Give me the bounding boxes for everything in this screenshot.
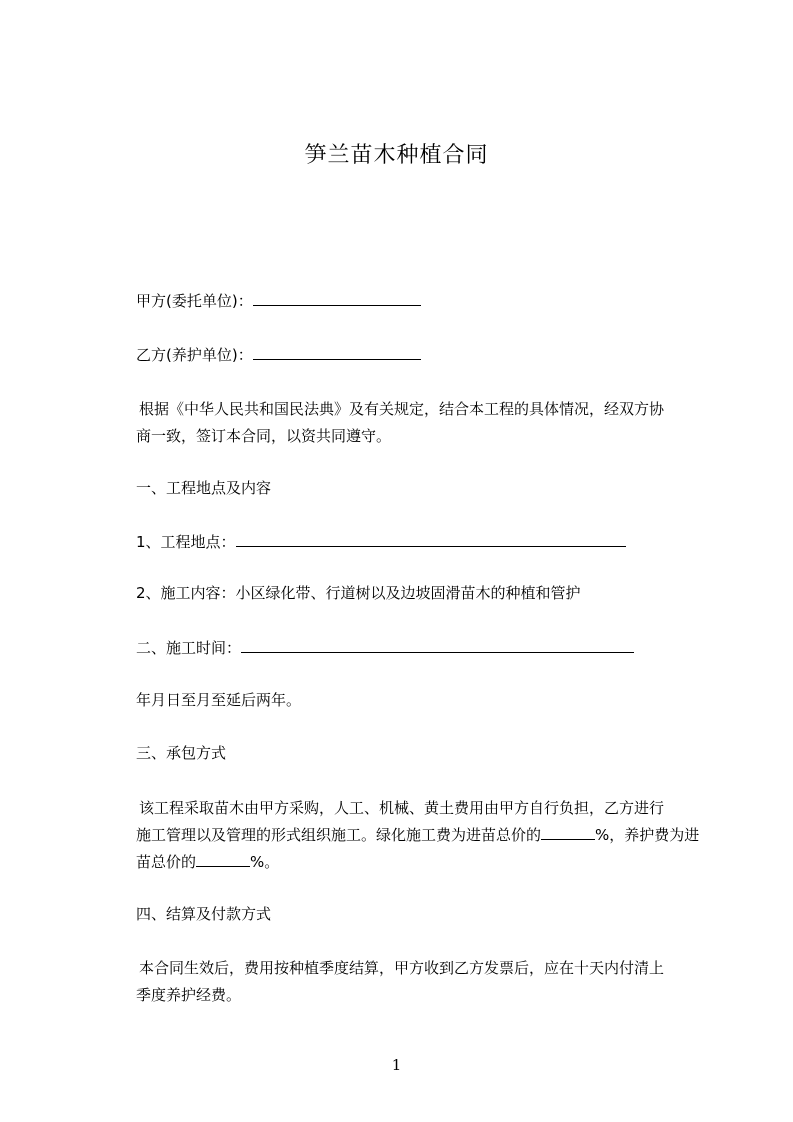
intro-line-1: 根据《中华人民共和国民法典》及有关规定，结合本工程的具体情况，经双方协 <box>139 400 665 418</box>
contract-line-1: 该工程采取苗木由甲方采购，人工、机械、黄土费用由甲方自行负担，乙方进行 <box>139 799 665 817</box>
party-b-blank <box>253 344 421 360</box>
document-title: 笋兰苗木种植合同 <box>304 143 489 168</box>
contract-line-2-text-a: 施工管理以及管理的形式组织施工。绿化施工费为进苗总价的 <box>136 826 542 844</box>
item-1-line <box>136 531 626 552</box>
time-blank <box>241 637 634 653</box>
party-a-blank <box>253 290 421 306</box>
payment-paragraph <box>136 955 701 1009</box>
maintenance-fee-blank <box>196 851 250 867</box>
contract-line-3-text-b: %。 <box>250 853 280 871</box>
construction-fee-blank <box>541 824 595 840</box>
contract-line-3-text-a: 苗总价的 <box>136 853 197 871</box>
page-number: 1 <box>391 1056 402 1074</box>
intro-paragraph <box>136 396 701 450</box>
contract-paragraph <box>136 795 701 876</box>
contract-line-2-text-b: %，养护费为进 <box>595 826 700 844</box>
time-text: 年月日至月至延后两年。 <box>136 691 302 709</box>
section-3-heading: 三、承包方式 <box>136 744 227 762</box>
intro-line-2: 商一致，签订本合同，以资共同遵守。 <box>136 427 392 445</box>
item-2-text: 2、施工内容：小区绿化带、行道树以及边坡固滑苗木的种植和管护 <box>136 584 581 602</box>
section-1-heading: 一、工程地点及内容 <box>136 479 272 497</box>
party-a-label: 甲方(委托单位)： <box>136 292 253 310</box>
party-a-line <box>136 290 421 311</box>
item-1-label: 1、工程地点： <box>136 533 236 551</box>
section-2-line <box>136 637 634 658</box>
section-2-label: 二、施工时间： <box>136 639 242 657</box>
payment-line-2: 季度养护经费。 <box>136 986 242 1004</box>
section-4-heading: 四、结算及付款方式 <box>136 905 272 923</box>
payment-line-1: 本合同生效后，费用按种植季度结算，甲方收到乙方发票后，应在十天内付清上 <box>139 959 665 977</box>
location-blank <box>236 531 626 547</box>
party-b-line <box>136 344 421 365</box>
contract-line-2 <box>136 822 701 849</box>
contract-line-3 <box>136 849 701 876</box>
party-b-label: 乙方(养护单位)： <box>136 346 253 364</box>
